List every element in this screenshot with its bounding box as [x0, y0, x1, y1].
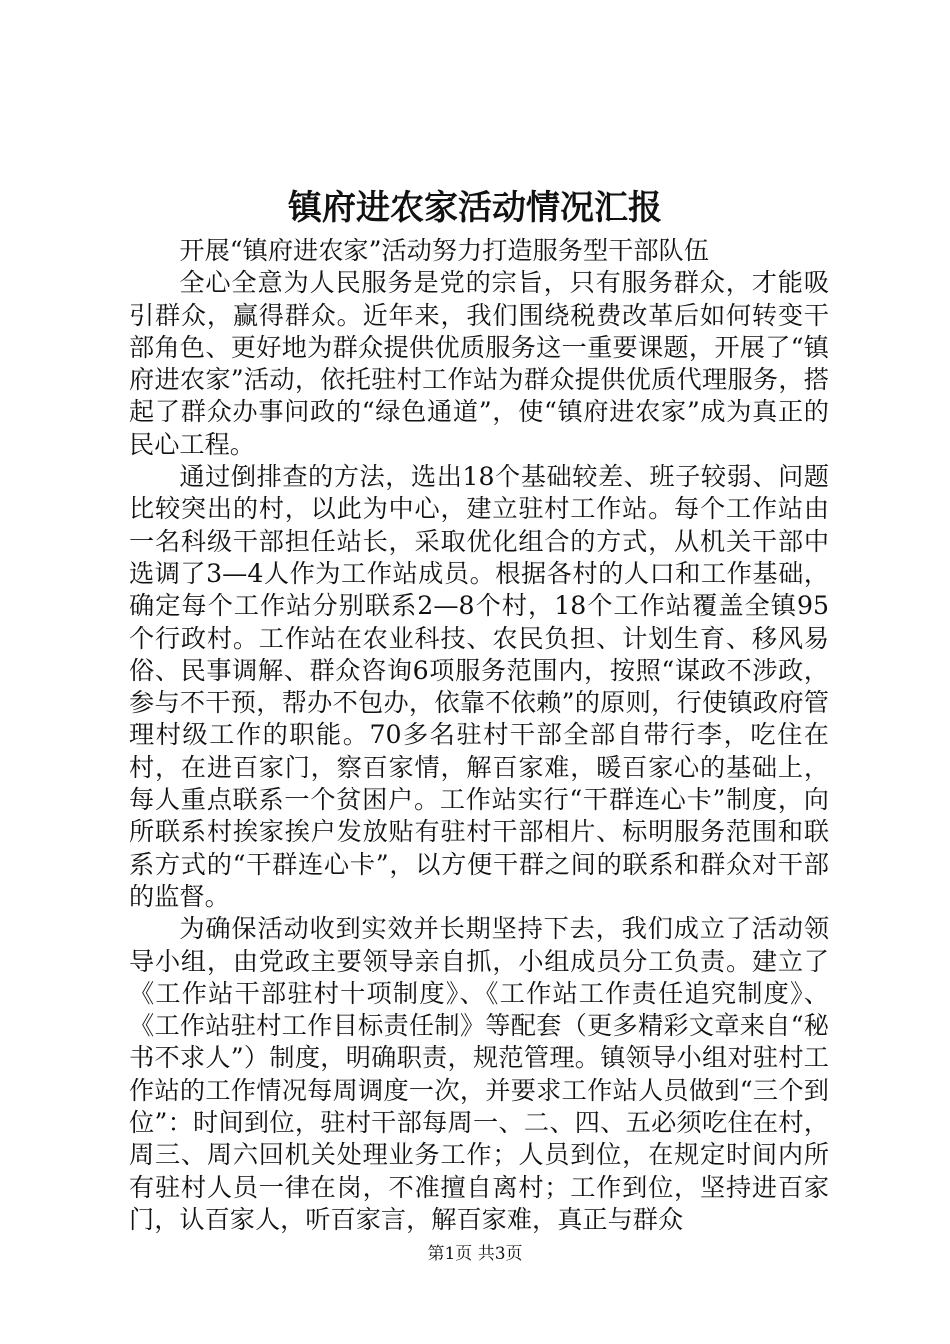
subtitle-paragraph: 开展“镇府进农家”活动努力打造服务型干部队伍	[179, 236, 709, 265]
body-paragraph: 通过倒排查的方法，选出18个基础较差、班子较弱、问题比较突出的村，以此为中心，建立驻村工作站。每个工作站由一名科级干部担任站长，采取优化组合的方式，从机关干部中选调了3—4人作为工作站成员。根据各村的人口和工作基础，确定每个工作站分别联系2—8个村，18个工作站覆盖全镇95个行政村。工作站在农业科技、农民负担、计划生育、移风易俗、民事调解、群众咨询6项服务范围内，按照“谋政不涉政，参与不干预，帮办不包办，依靠不依赖”的原则，行使镇政府管理村级工作的职能。70多名驻村干部全部自带行李，吃住在村，在进百家门，察百家情，解百家难，暖百家心的基础上，每人重点联系一个贫困户。工作站实行“干群连心卡”制度，向所联系村挨家挨户发放贴有驻村干部相片、标明服务范围和联系方式的“干群连心卡”，以方便干群之间的联系和群众对干部的监督。	[129, 462, 829, 911]
body-paragraph: 为确保活动收到实效并长期坚持下去，我们成立了活动领导小组，由党政主要领导亲自抓，小组成员分工负责。建立了《工作站干部驻村十项制度》、《工作站工作责任追究制度》、《工作站驻村工作目标责任制》等配套（更多精彩文章来自“秘书不求人”）制度，明确职责，规范管理。镇领导小组对驻村工作站的工作情况每周调度一次，并要求工作站人员做到“三个到位”：时间到位，驻村干部每周一、二、四、五必须吃住在村，周三、周六回机关处理业务工作；人员到位，在规定时间内所有驻村人员一律在岗，不准擅自离村；工作到位，坚持进百家门，认百家人，听百家言，解百家难，真正与群众	[129, 914, 829, 1234]
document-title: 镇府进农家活动情况汇报	[288, 188, 662, 228]
page-footer: 第1页 共3页	[427, 1244, 523, 1264]
body-paragraph: 全心全意为人民服务是党的宗旨，只有服务群众，才能吸引群众，赢得群众。近年来，我们围绕税费改革后如何转变干部角色、更好地为群众提供优质服务这一重要课题，开展了“镇府进农家”活动，依托驻村工作站为群众提供优质代理服务，搭起了群众办事问政的“绿色通道”，使“镇府进农家”成为真正的民心工程。	[129, 268, 829, 459]
document-body	[129, 235, 829, 1236]
